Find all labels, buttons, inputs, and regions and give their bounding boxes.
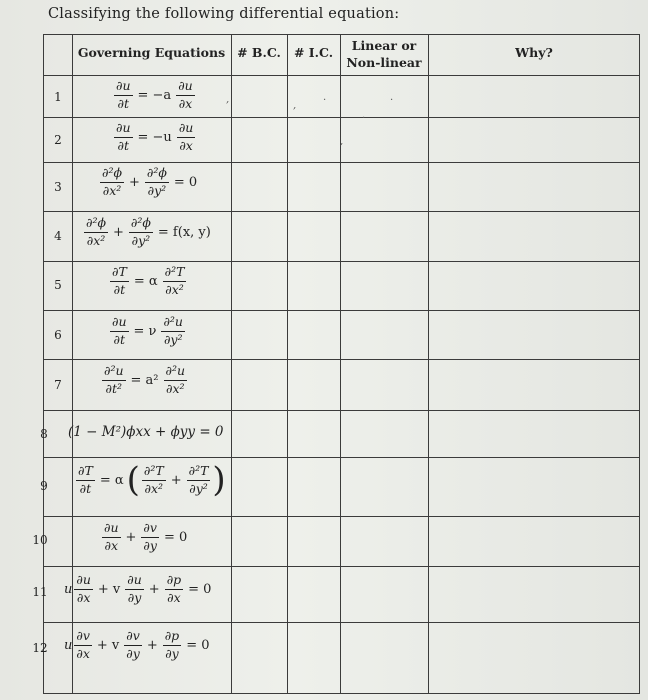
operator: + v [97,581,121,597]
pen-mark: , [226,94,230,105]
row-divider [43,310,640,311]
row-divider [43,211,640,212]
fraction-numerator: ∂u [178,120,194,135]
row-number: 9 [40,479,48,493]
fraction-denominator: ∂t² [102,380,126,396]
row-divider [43,261,640,262]
fraction-denominator: ∂y² [161,331,185,347]
header-why: Why? [515,45,553,60]
fraction-numerator: ∂u [112,314,127,329]
header-ic: # I.C. [293,45,334,60]
fraction-denominator: ∂x [102,537,121,553]
operator: = 0 [188,581,212,597]
operator: = −u [137,129,172,145]
row-number: 3 [54,180,62,194]
fraction-denominator: ∂y [126,645,140,661]
row-divider [43,516,640,517]
row-number: 10 [32,533,48,547]
fraction-numerator: ∂²u [104,363,124,378]
row-number: 4 [54,229,62,243]
left-paren: ( [126,460,140,500]
operator: + [148,581,160,597]
equation-6 [108,316,187,346]
header-governing-equations: Governing Equations [77,45,226,60]
row-number: 5 [54,278,62,292]
equation-9 [74,460,226,500]
fraction-numerator: ∂²ϕ [86,215,106,230]
fraction-numerator: ∂²T [188,463,209,478]
operator: = 0 [173,174,198,190]
column-divider [340,34,344,694]
row-number: 11 [32,585,48,599]
header-linearity-line1: Linear or [351,38,417,53]
fraction-denominator: ∂x² [142,480,166,496]
column-divider [231,34,232,694]
coefficient: u [64,637,73,653]
fraction-denominator: ∂t [110,281,129,297]
row-divider [43,457,640,458]
right-paren: ) [212,460,226,500]
row-divider [43,622,640,623]
row-divider [43,359,640,360]
row-divider [43,75,640,76]
operator: = α [99,472,124,488]
pen-mark: . [362,110,366,121]
fraction-denominator: ∂y [163,645,181,661]
row-number: 2 [54,133,62,147]
fraction-denominator: ∂y² [145,182,169,198]
equation-3 [98,167,200,197]
fraction-denominator: ∂x [74,589,93,605]
fraction-numerator: ∂²u [165,363,186,378]
fraction-denominator: ∂t [114,137,133,153]
fraction-denominator: ∂y² [129,232,153,248]
header-bc: # B.C. [237,45,281,60]
operator: = f(x, y) [157,224,211,240]
operator: = α [133,273,158,289]
equation-1 [112,80,197,110]
equation-2 [112,122,197,152]
fraction-numerator: ∂u [116,78,131,93]
pen-mark: , [293,100,297,111]
fraction-numerator: ∂T [112,264,127,279]
operator: = ν [133,323,157,339]
row-number: 6 [54,328,62,342]
equation-10 [100,522,190,552]
equation-7 [100,365,189,395]
header-linearity [340,37,428,71]
fraction-numerator: ∂v [126,628,140,643]
fraction-denominator: ∂x² [100,182,124,198]
pen-mark: . [390,92,394,103]
fraction-denominator: ∂x [176,95,195,111]
operator: + [146,637,158,653]
fraction-numerator: ∂²u [163,314,183,329]
row-divider [43,566,640,567]
operator: = 0 [163,529,188,545]
fraction-denominator: ∂x² [164,380,188,396]
fraction-numerator: ∂²T [164,264,185,279]
operator: + v [96,637,120,653]
operator: = a² [130,372,159,388]
equation-11 [64,574,214,604]
fraction-numerator: ∂v [143,520,157,535]
operator: = −a [137,87,172,103]
fraction-numerator: ∂T [78,463,93,478]
operator: = 0 [186,637,210,653]
fraction-numerator: ∂u [178,78,193,93]
fraction-numerator: ∂p [166,572,182,587]
fraction-denominator: ∂y² [187,480,211,496]
fraction-denominator: ∂t [110,331,129,347]
pen-mark: . [323,92,327,103]
row-number: 8 [40,427,48,441]
fraction-numerator: ∂²ϕ [130,215,151,230]
equation-4 [82,217,214,247]
operator: + [129,174,140,190]
equation-12 [64,630,212,660]
equation-8: (1 − M²)ϕxx + ϕyy = 0 [68,424,224,440]
pen-mark: , [340,136,344,147]
fraction-denominator: ∂t [76,480,95,496]
fraction-denominator: ∂x² [163,281,187,297]
operator: + [113,224,124,240]
operator: + [170,472,182,488]
fraction-denominator: ∂x [165,589,183,605]
fraction-numerator: ∂²ϕ [102,165,122,180]
fraction-numerator: ∂u [104,520,119,535]
fraction-numerator: ∂²T [143,463,164,478]
row-divider [43,410,640,411]
fraction-denominator: ∂x [74,645,92,661]
column-divider [287,34,288,694]
column-divider [428,34,429,694]
row-number: 7 [54,378,62,392]
header-linearity-line2: Non-linear [346,55,422,70]
fraction-denominator: ∂x [177,137,196,153]
row-number: 1 [54,90,62,104]
fraction-denominator: ∂t [114,95,133,111]
row-divider [43,162,640,163]
fraction-numerator: ∂u [116,120,131,135]
coefficient: u [64,581,73,597]
page-title: Classifying the following differential equation: [48,6,400,22]
equation-5 [108,266,188,296]
fraction-denominator: ∂y [143,537,157,553]
operator: + [125,529,137,545]
fraction-numerator: ∂u [76,572,91,587]
row-number: 12 [32,641,48,655]
fraction-numerator: ∂v [76,628,90,643]
fraction-numerator: ∂u [127,572,142,587]
fraction-denominator: ∂y [125,589,144,605]
fraction-numerator: ∂p [164,628,180,643]
row-divider [43,117,640,118]
fraction-denominator: ∂x² [84,232,108,248]
fraction-numerator: ∂²ϕ [146,165,167,180]
